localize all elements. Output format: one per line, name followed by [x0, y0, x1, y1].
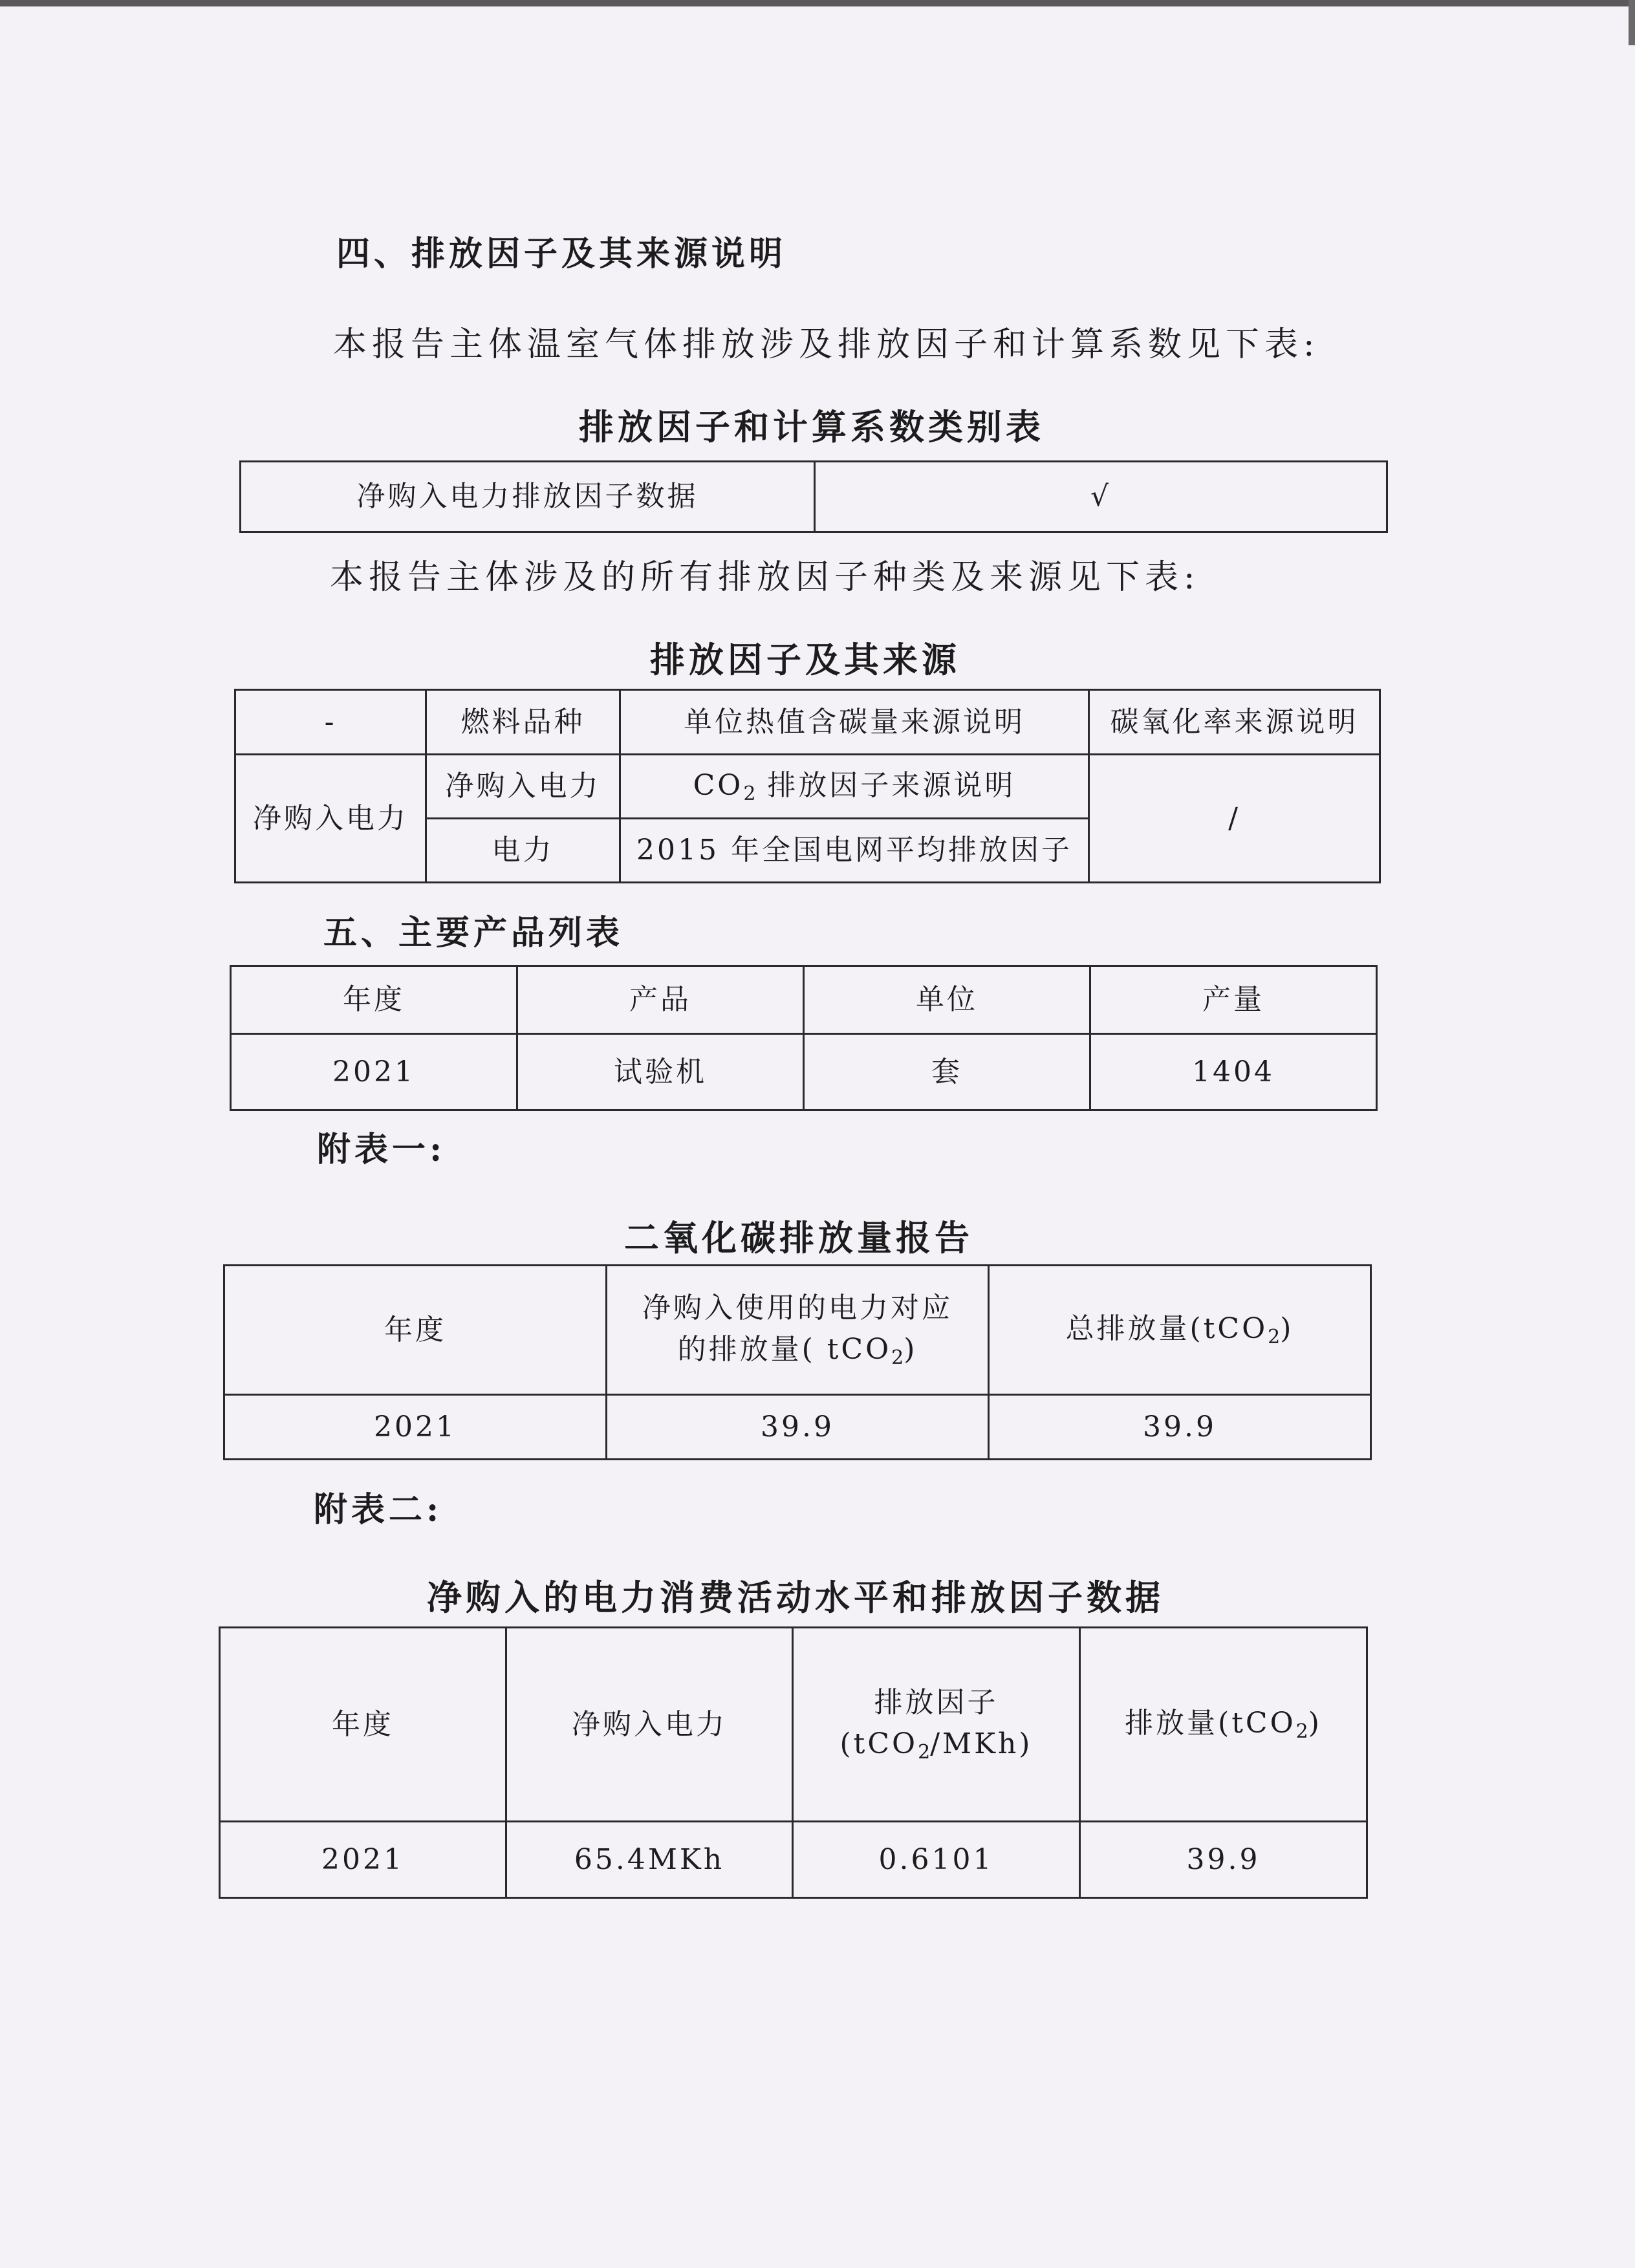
table2-title: 排放因子及其来源	[650, 639, 960, 680]
subscript: 2	[743, 782, 756, 805]
co2-text: CO	[693, 768, 744, 802]
table2-header-oxidation: 碳氧化率来源说明	[1089, 690, 1380, 755]
table-header-row	[224, 1266, 1371, 1395]
table2-row2-fuel: 电力	[426, 819, 620, 883]
table-header-row	[231, 966, 1377, 1034]
products-unit: 套	[804, 1034, 1090, 1110]
products-header-product: 产品	[517, 966, 804, 1034]
appendix1-label: 附表一:	[317, 1130, 446, 1169]
appendix1-header-total	[989, 1266, 1371, 1395]
emission-factor-category-table	[239, 460, 1388, 533]
products-header-year: 年度	[231, 966, 517, 1034]
header-text: 总排放量(tCO	[1065, 1312, 1268, 1346]
table-row	[241, 462, 1387, 532]
table1-row-label: 净购入电力排放因子数据	[241, 462, 815, 532]
header-text: 的排放量( tCO	[677, 1333, 892, 1366]
appendix2-header-factor	[793, 1628, 1080, 1822]
main-products-table	[230, 965, 1378, 1111]
scan-border-right	[1629, 0, 1635, 45]
table2-header-dash: -	[235, 690, 426, 755]
appendix2-title: 净购入的电力消费活动水平和排放因子数据	[427, 1577, 1164, 1618]
header-text: /MKh)	[930, 1727, 1033, 1761]
table2-group-label: 净购入电力	[235, 755, 426, 883]
table2-oxidation-value: /	[1089, 755, 1380, 883]
section4-intro2: 本报告主体涉及的所有排放因子种类及来源见下表:	[330, 558, 1200, 597]
appendix1-power-emission: 39.9	[607, 1395, 989, 1460]
table1-row-check: √	[815, 462, 1387, 532]
table2-header-carbon-content: 单位热值含碳量来源说明	[620, 690, 1089, 755]
header-text: )	[904, 1333, 918, 1366]
appendix1-title: 二氧化碳排放量报告	[624, 1217, 973, 1258]
section5-heading: 五、主要产品列表	[323, 913, 624, 953]
appendix2-header-power: 净购入电力	[506, 1628, 793, 1822]
appendix2-header-year: 年度	[220, 1628, 506, 1822]
table-header-row	[235, 690, 1380, 755]
table1-title: 排放因子和计算系数类别表	[579, 406, 1045, 448]
products-year: 2021	[231, 1034, 517, 1110]
products-product: 试验机	[517, 1034, 804, 1110]
subscript: 2	[1268, 1326, 1281, 1349]
desc-text: 排放因子来源说明	[755, 768, 1016, 802]
subscript: 2	[891, 1346, 904, 1370]
section4-heading: 四、排放因子及其来源说明	[336, 234, 787, 274]
products-header-unit: 单位	[804, 966, 1090, 1034]
products-output: 1404	[1090, 1034, 1377, 1110]
co2-emission-report-table	[223, 1264, 1372, 1460]
table2-row1-fuel: 净购入电力	[426, 755, 620, 819]
section4-intro: 本报告主体温室气体排放涉及排放因子和计算系数见下表:	[333, 325, 1320, 364]
table-row	[235, 755, 1380, 819]
appendix1-total-emission: 39.9	[989, 1395, 1371, 1460]
header-line1: 排放因子	[874, 1686, 999, 1720]
subscript: 2	[918, 1741, 931, 1764]
appendix2-header-emission	[1080, 1628, 1367, 1822]
header-text: )	[1308, 1707, 1322, 1740]
appendix2-label: 附表二:	[314, 1490, 443, 1529]
power-consumption-table	[219, 1626, 1368, 1899]
header-text: )	[1280, 1312, 1294, 1346]
header-line2	[612, 1329, 982, 1372]
appendix2-emission: 39.9	[1080, 1822, 1367, 1898]
appendix1-header-purchased-power	[607, 1266, 989, 1395]
table2-header-fuel: 燃料品种	[426, 690, 620, 755]
header-text: (tCO	[839, 1727, 918, 1761]
header-line2	[799, 1723, 1074, 1767]
table-row	[231, 1034, 1377, 1110]
table-row	[224, 1395, 1371, 1460]
emission-factor-source-table	[234, 689, 1381, 883]
appendix2-power: 65.4MKh	[506, 1822, 793, 1898]
appendix2-factor: 0.6101	[793, 1822, 1080, 1898]
scan-border-top	[0, 0, 1635, 6]
header-text: 排放量(tCO	[1125, 1707, 1296, 1740]
subscript: 2	[1295, 1720, 1308, 1744]
appendix1-header-year: 年度	[224, 1266, 607, 1395]
table2-row1-desc	[620, 755, 1089, 819]
table-header-row	[220, 1628, 1367, 1822]
header-line1: 净购入使用的电力对应	[642, 1291, 953, 1325]
table-row	[220, 1822, 1367, 1898]
table2-row2-desc: 2015 年全国电网平均排放因子	[620, 819, 1089, 883]
appendix1-year: 2021	[224, 1395, 607, 1460]
appendix2-year: 2021	[220, 1822, 506, 1898]
products-header-output: 产量	[1090, 966, 1377, 1034]
